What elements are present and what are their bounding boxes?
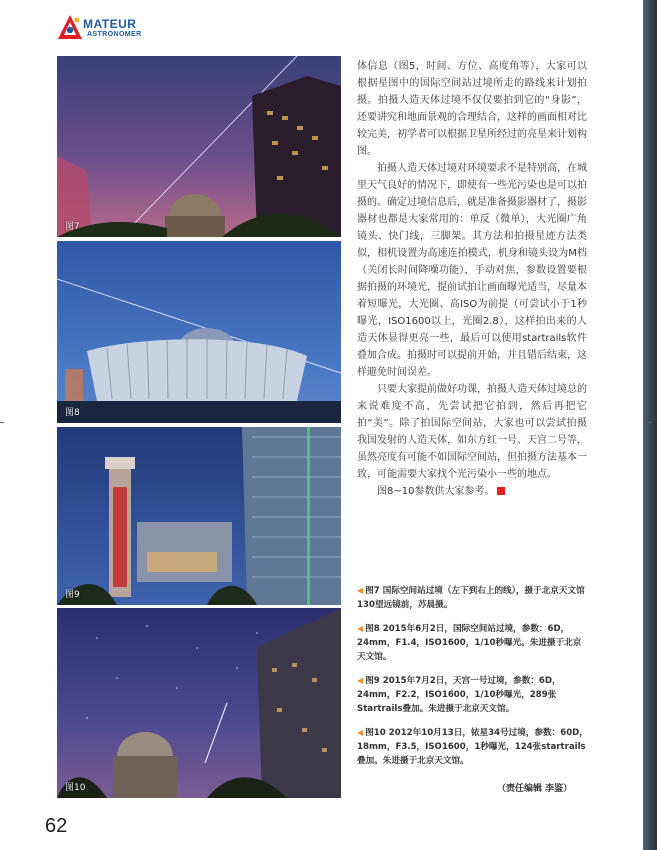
figure-10-photo	[57, 608, 341, 798]
page-edge-strip	[643, 0, 657, 850]
caption-figure-10: 图10 2012年10月13日，铱星34号过境，参数：60D，18mm，F3.5，ISO1600，1秒曝光，124张startrails叠加。朱进摄于北京天文馆。	[357, 728, 588, 766]
caption-item	[357, 726, 589, 768]
figure-8-label: 图8	[65, 408, 80, 418]
body-paragraph: 体信息（图5，时间、方位、高度角等），大家可以根据星图中的国际空间站过境所走的路线来计划拍摄。拍摄人造天体过境不仅仅要拍到它的“身影”，还要讲究和地面景观的合理结合，这样的画面相对比较完美，初学者可以根据卫星所经过的亮星来计划构图。	[357, 61, 587, 157]
figure-9-photo	[57, 427, 341, 605]
caption-arrow-icon: ◀	[357, 586, 364, 595]
figure-7-photo	[57, 56, 341, 237]
logo-subtitle: ASTRONOMER	[87, 31, 142, 38]
caption-figure-8: 图8 2015年6月2日，国际空间站过境，参数：6D，24mm，F1.4，ISO1600，1/10秒曝光。朱进摄于北京天文馆。	[357, 624, 582, 662]
closing-sentence: 图8~10参数供大家参考。	[377, 486, 495, 497]
article-body	[357, 58, 587, 500]
caption-item	[357, 584, 589, 612]
editor-credit: （责任编辑 李鉴）	[497, 784, 573, 794]
figure-10-label: 图10	[65, 783, 86, 793]
figure-captions	[357, 584, 589, 778]
caption-item	[357, 622, 589, 664]
page-number: 62	[45, 815, 68, 837]
figure-9-label: 图9	[65, 590, 80, 600]
caption-figure-7: 图7 国际空间站过境（左下到右上的线），摄于北京天文馆130望远镜前，苏晨摄。	[357, 586, 585, 610]
registration-mark	[648, 422, 652, 423]
caption-item	[357, 674, 589, 716]
caption-figure-9: 图9 2015年7月2日，天宫一号过境，参数：6D，24mm，F2.2，ISO1600，1/10秒曝光，289张Startrails叠加。朱进摄于北京天文馆。	[357, 676, 561, 714]
logo-title: MATEUR	[83, 17, 137, 31]
body-paragraph: 拍摄人造天体过境对环境要求不是特别高，在城里天气良好的情况下，即使有一些光污染也是可以拍摄的。确定过境信息后，就是准备摄影器材了，摄影器材也都是大家常用的：单反（微单），大光圈广角镜头、快门线，三脚架。其方法和拍摄星迹方法类似，相机设置为高速连拍模式，机身和镜头设为M档（关闭长时间降噪功能），手动对焦，参数设置要根据拍摄的环境光，提前试拍让画面曝光适当，尽量本着短曝光，大光圈、高ISO为前提（可尝试小于1秒曝光，ISO1600以上，光圈2.8），这样拍出来的人造天体显得更亮一些，最后可以使用startrails软件叠加合成。拍摄时可以提前开始，并且错后结束，这样避免时间误差。	[357, 163, 587, 378]
magazine-logo	[57, 12, 167, 42]
registration-mark	[0, 422, 4, 423]
end-mark-icon	[497, 487, 505, 495]
body-paragraph: 只要大家提前做好功课，拍摄人造天体过境总的来说难度不高，先尝试把它拍到，然后再把它拍“美”。除了拍国际空间站，大家也可以尝试拍摄我国发射的人造天体，如东方红一号、天宫二号等，虽然亮度有可能不如国际空间站，但拍摄方法基本一致，可能需要大家找个光污染小一些的地点。	[357, 384, 587, 480]
figure-8-photo	[57, 241, 341, 423]
caption-arrow-icon: ◀	[357, 676, 364, 685]
body-paragraph-last	[357, 483, 587, 500]
caption-arrow-icon: ◀	[357, 624, 364, 633]
figure-7-label: 图7	[65, 222, 80, 232]
caption-arrow-icon: ◀	[357, 728, 364, 737]
logo-mark-icon	[57, 14, 83, 40]
